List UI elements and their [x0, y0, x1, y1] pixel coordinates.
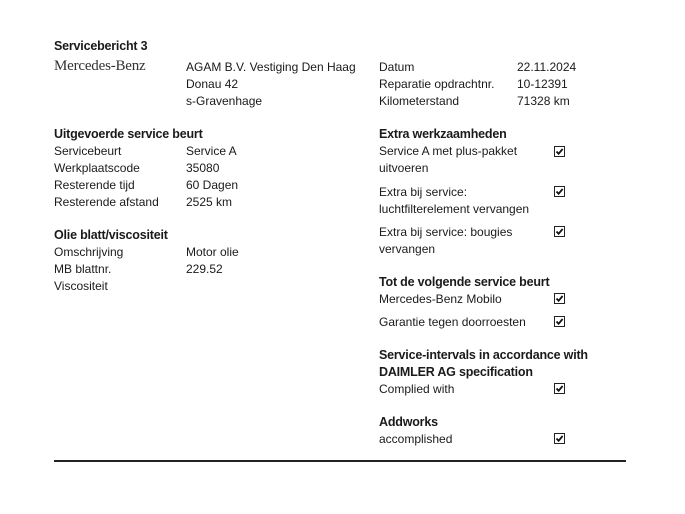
checkmark-icon	[555, 384, 564, 393]
checkmark-icon	[555, 227, 564, 236]
report-title: Servicebericht 3	[54, 39, 148, 53]
addworks-item: accomplished	[379, 432, 453, 446]
service-label: Werkplaatscode	[54, 161, 140, 175]
meta-value: 10-12391	[517, 77, 568, 91]
service-label: Servicebeurt	[54, 144, 122, 158]
checkmark-icon	[555, 317, 564, 326]
dealer-street: Donau 42	[186, 77, 239, 91]
extra-item-line1: Service A met plus-pakket	[379, 144, 518, 158]
service-value: 35080	[186, 161, 220, 175]
next-item: Mercedes-Benz Mobilo	[379, 292, 502, 306]
service-value: 60 Dagen	[186, 178, 239, 192]
oil-heading: Olie blatt/viscositeit	[54, 228, 168, 242]
service-value: Service A	[186, 144, 237, 158]
brand-logo: Mercedes-Benz	[54, 58, 146, 74]
checkbox-intervals[interactable]	[554, 383, 565, 394]
dealer-city: s-Gravenhage	[186, 94, 263, 108]
service-label: Resterende afstand	[54, 195, 159, 209]
extra-item-line2: vervangen	[379, 242, 436, 256]
bottom-divider	[54, 460, 626, 462]
meta-value: 71328 km	[517, 94, 570, 108]
checkmark-icon	[555, 187, 564, 196]
oil-label: MB blattnr.	[54, 262, 112, 276]
service-label: Resterende tijd	[54, 178, 135, 192]
checkmark-icon	[555, 434, 564, 443]
intervals-heading-line2: DAIMLER AG specification	[379, 365, 533, 379]
service-value: 2525 km	[186, 195, 233, 209]
addworks-heading: Addworks	[379, 415, 438, 429]
meta-label: Kilometerstand	[379, 94, 460, 108]
extra-item-line2: luchtfilterelement vervangen	[379, 202, 530, 216]
oil-label: Omschrijving	[54, 245, 124, 259]
oil-value: 229.52	[186, 262, 223, 276]
extra-heading: Extra werkzaamheden	[379, 127, 507, 141]
checkbox-extra-3[interactable]	[554, 226, 565, 237]
checkbox-extra-2[interactable]	[554, 186, 565, 197]
checkbox-addworks[interactable]	[554, 433, 565, 444]
checkmark-icon	[555, 147, 564, 156]
next-heading: Tot de volgende service beurt	[379, 275, 550, 289]
checkbox-extra-1[interactable]	[554, 146, 565, 157]
oil-value: Motor olie	[186, 245, 239, 259]
dealer-name: AGAM B.V. Vestiging Den Haag	[186, 60, 356, 74]
intervals-heading-line1: Service-intervals in accordance with	[379, 348, 588, 362]
checkmark-icon	[555, 294, 564, 303]
extra-item-line1: Extra bij service:	[379, 185, 468, 199]
extra-item-line2: uitvoeren	[379, 161, 429, 175]
checkbox-next-2[interactable]	[554, 316, 565, 327]
oil-label: Viscositeit	[54, 279, 108, 293]
extra-item-line1: Extra bij service: bougies	[379, 225, 513, 239]
intervals-item: Complied with	[379, 382, 455, 396]
meta-label: Datum	[379, 60, 415, 74]
service-heading: Uitgevoerde service beurt	[54, 127, 203, 141]
meta-value: 22.11.2024	[517, 60, 577, 74]
checkbox-next-1[interactable]	[554, 293, 565, 304]
next-item: Garantie tegen doorroesten	[379, 315, 526, 329]
meta-label: Reparatie opdrachtnr.	[379, 77, 495, 91]
